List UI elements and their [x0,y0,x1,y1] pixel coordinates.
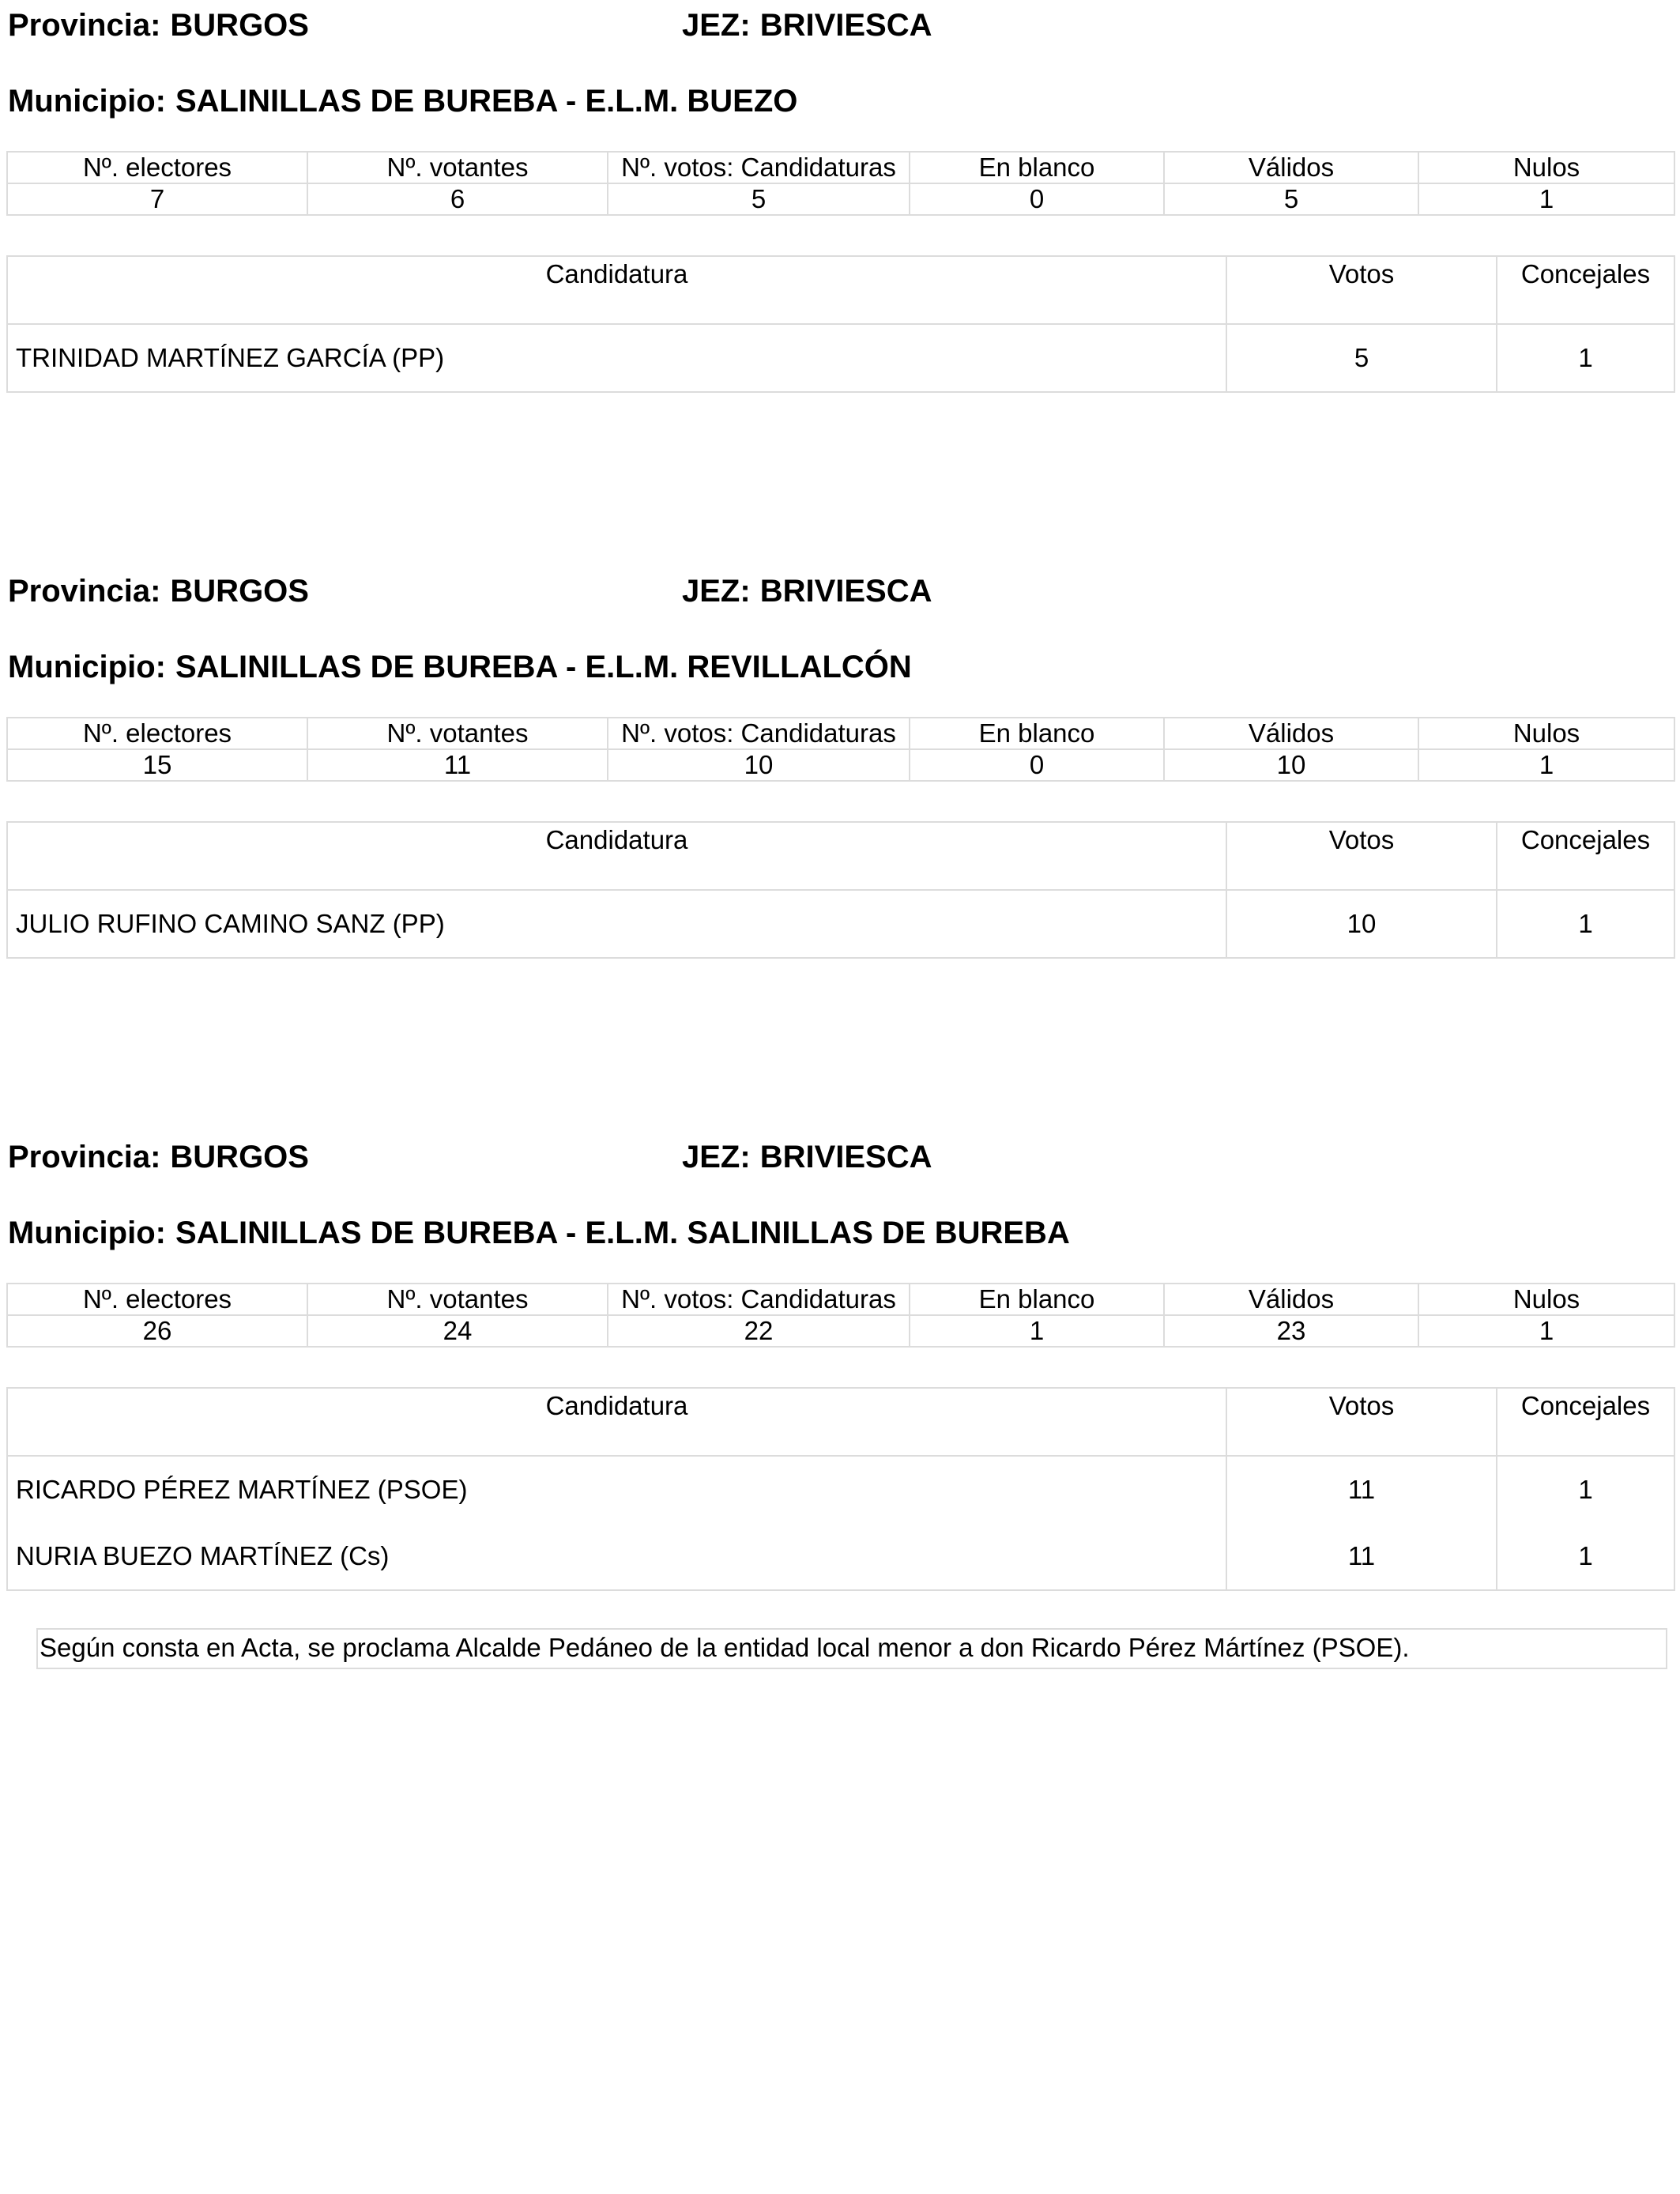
stat-header-validos: Válidos [1164,152,1418,183]
candidates-header-row [7,822,1674,890]
candidate-votos: 10 [1226,890,1497,958]
stat-validos: 10 [1164,749,1418,781]
provincia-value: BURGOS [170,8,309,43]
municipio-value: SALINILLAS DE BUREBA - E.L.M. BUEZO [175,84,798,119]
stat-en-blanco: 0 [910,749,1164,781]
stat-en-blanco: 1 [910,1315,1164,1347]
stats-table [6,717,1675,782]
stat-electores: 15 [7,749,307,781]
stat-validos: 23 [1164,1315,1418,1347]
municipio-value: SALINILLAS DE BUREBA - E.L.M. REVILLALCÓN [175,650,912,684]
stat-votantes: 24 [307,1315,608,1347]
candidates-table [6,1387,1675,1591]
candidate-name: JULIO RUFINO CAMINO SANZ (PP) [7,890,1226,958]
provincia-value: BURGOS [170,1140,309,1174]
jez-value: BRIVIESCA [759,1140,932,1174]
stats-header-row [7,718,1674,749]
stats-table [6,1283,1675,1348]
stat-header-votos-candidaturas: Nº. votos: Candidaturas [608,718,910,749]
stats-header-row [7,152,1674,183]
candidate-concejales: 1 [1497,324,1674,392]
cand-header-votos: Votos [1226,1388,1497,1456]
jez-heading: JEZ: BRIVIESCA [682,1140,932,1174]
stat-votos-candidaturas: 5 [608,183,910,215]
stats-table [6,151,1675,216]
candidate-concejales: 1 [1497,1523,1674,1590]
stat-header-en-blanco: En blanco [910,152,1164,183]
candidate-votos: 11 [1226,1456,1497,1523]
stat-header-votos-candidaturas: Nº. votos: Candidaturas [608,152,910,183]
stats-header-row [7,1284,1674,1315]
table-row [7,890,1674,958]
cand-header-votos: Votos [1226,256,1497,324]
provincia-heading: Provincia: BURGOS [8,8,309,43]
stat-electores: 26 [7,1315,307,1347]
cand-header-concejales: Concejales [1497,1388,1674,1456]
candidate-concejales: 1 [1497,890,1674,958]
provincia-value: BURGOS [170,574,309,609]
municipio-heading: Municipio: SALINILLAS DE BUREBA - E.L.M. BUEZO [8,84,798,119]
candidate-name: RICARDO PÉREZ MARTÍNEZ (PSOE) [7,1456,1226,1523]
stat-header-nulos: Nulos [1418,1284,1674,1315]
cand-header-candidatura: Candidatura [7,822,1226,890]
stat-header-nulos: Nulos [1418,718,1674,749]
candidate-votos: 5 [1226,324,1497,392]
stat-votos-candidaturas: 22 [608,1315,910,1347]
jez-heading: JEZ: BRIVIESCA [682,8,932,43]
stats-value-row [7,1315,1674,1347]
municipio-heading: Municipio: SALINILLAS DE BUREBA - E.L.M. REVILLALCÓN [8,650,912,684]
proclamation-text: Según consta en Acta, se proclama Alcalde Pedáneo de la entidad local menor a don Ricardo Pérez Mártínez (PSOE). [40,1633,1410,1662]
stat-header-votantes: Nº. votantes [307,152,608,183]
jez-value: BRIVIESCA [759,8,932,43]
jez-heading: JEZ: BRIVIESCA [682,574,932,609]
candidates-table [6,255,1675,393]
stat-header-en-blanco: En blanco [910,718,1164,749]
candidates-header-row [7,256,1674,324]
stat-electores: 7 [7,183,307,215]
table-row [7,1456,1674,1523]
stat-nulos: 1 [1418,749,1674,781]
candidate-concejales: 1 [1497,1456,1674,1523]
cand-header-candidatura: Candidatura [7,256,1226,324]
stat-header-validos: Válidos [1164,1284,1418,1315]
stat-validos: 5 [1164,183,1418,215]
proclamation-note [36,1628,1667,1669]
stat-votantes: 6 [307,183,608,215]
section-buezo [0,0,1680,566]
candidates-table [6,821,1675,959]
provincia-heading: Provincia: BURGOS [8,1140,309,1174]
stat-header-votos-candidaturas: Nº. votos: Candidaturas [608,1284,910,1315]
stat-nulos: 1 [1418,183,1674,215]
table-row [7,324,1674,392]
stat-en-blanco: 0 [910,183,1164,215]
section-revillalcon [0,566,1680,1132]
stat-header-electores: Nº. electores [7,152,307,183]
cand-header-concejales: Concejales [1497,256,1674,324]
candidates-header-row [7,1388,1674,1456]
section-salinillas [0,1132,1680,1698]
stat-header-votantes: Nº. votantes [307,1284,608,1315]
table-row [7,1523,1674,1590]
cand-header-candidatura: Candidatura [7,1388,1226,1456]
stats-value-row [7,749,1674,781]
municipio-value: SALINILLAS DE BUREBA - E.L.M. SALINILLAS DE BUREBA [175,1216,1070,1250]
stat-header-en-blanco: En blanco [910,1284,1164,1315]
stat-header-electores: Nº. electores [7,1284,307,1315]
cand-header-votos: Votos [1226,822,1497,890]
candidate-name: TRINIDAD MARTÍNEZ GARCÍA (PP) [7,324,1226,392]
cand-header-concejales: Concejales [1497,822,1674,890]
stat-header-validos: Válidos [1164,718,1418,749]
municipio-heading: Municipio: SALINILLAS DE BUREBA - E.L.M. SALINILLAS DE BUREBA [8,1216,1070,1250]
provincia-heading: Provincia: BURGOS [8,574,309,609]
candidate-name: NURIA BUEZO MARTÍNEZ (Cs) [7,1523,1226,1590]
stats-value-row [7,183,1674,215]
candidate-votos: 11 [1226,1523,1497,1590]
stat-header-votantes: Nº. votantes [307,718,608,749]
stat-header-nulos: Nulos [1418,152,1674,183]
stat-votos-candidaturas: 10 [608,749,910,781]
jez-value: BRIVIESCA [759,574,932,609]
stat-nulos: 1 [1418,1315,1674,1347]
stat-header-electores: Nº. electores [7,718,307,749]
stat-votantes: 11 [307,749,608,781]
